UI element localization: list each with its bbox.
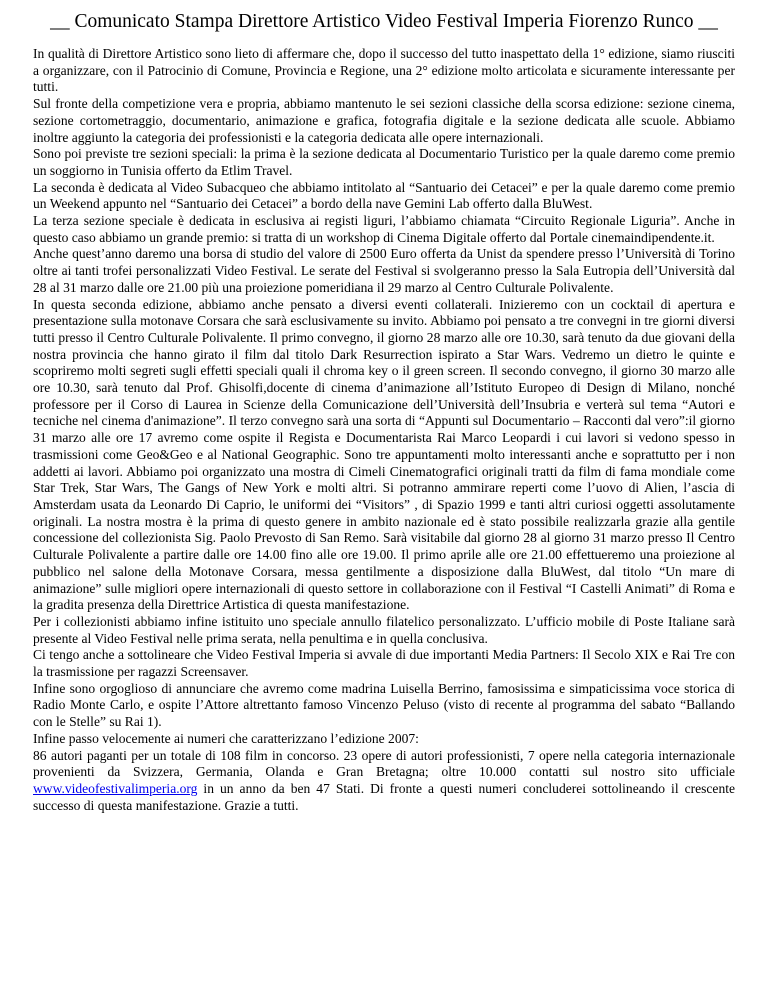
paragraph-special-sections: Sono poi previste tre sezioni speciali: la prima è la sezione dedicata al Documentario Turistico per la quale daremo come premio un soggiorno in Tunisia offerto da Etlim Travel. (33, 146, 735, 178)
numbers-text-before: 86 autori paganti per un totale di 108 film in concorso. 23 opere di autori professionisti, 7 opere nella categoria internazionale provenienti da Svizzera, Germania, Olanda e Gran Bretagna; oltre 10.000 contatti sul nostro sito ufficiale (33, 747, 735, 780)
paragraph-media-partners: Ci tengo anche a sottolineare che Video Festival Imperia si avvale di due importanti Media Partners: Il Secolo XIX e Rai Tre con la trasmissione per ragazzi Screensaver. (33, 647, 735, 680)
numbers-text-after: in un anno da ben 47 Stati. Di fronte a questi numeri concluderei sottolineando il crescente successo di questa manifestazione. Grazie a tutti. (33, 780, 735, 813)
paragraph-liguria-circuit: La terza sezione speciale è dedicata in esclusiva ai registi liguri, l’abbiamo chiamata “Circuito Regionale Liguria”. Anche in questo caso abbiamo un grande premio: si tratta di un workshop di Cinema Digitale offerto dal Portale cinemaindipendente.it. (33, 213, 735, 245)
document-title: __ Comunicato Stampa Direttore Artistico Video Festival Imperia Fiorenzo Runco __ (50, 11, 718, 32)
paragraph-numbers-intro: Infine passo velocemente ai numeri che caratterizzano l’edizione 2007: (33, 730, 419, 746)
paragraph-collateral-events: In questa seconda edizione, abbiamo anche pensato a diversi eventi collaterali. Inizieremo con un cocktail di apertura e presentazione sulla motonave Corsara che sarà esclusivamente su invito. Abbiamo poi pensato a tre convegni in tre giorni diversi tutti presso il Centro Culturale Polivalente. Il primo convegno, il giorno 28 marzo alle ore 10.30, sarà tenuto da due giovani della nostra provincia che hanno girato il film dal titolo Dark Resurrection ispirato a Star Wars. Vedremo un dietro le quinte e scopriremo molti segreti sugli effetti speciali quali il chroma key o il green screen. Il secondo convegno, il giorno 30 marzo alle ore 10.30, sarà tenuto dal Prof. Ghisolfi,docente di cinema d’animazione all’Istituto Europeo di Design di Milano, nonché professore per il Corso di Laurea in Scienze della Comunicazione dell’Università dell’Insubria e verterà sul tema “Autori e tecniche nel cinema d'animazione”. Il terzo convegno sarà una sorta di “Appunti sul Documentario – Racconti dal vero”:il giorno 31 marzo alle ore 17 avremo come ospite il Regista e Documentarista Rai Marco Leopardi i cui lavori si vedono spesso in trasmissioni come Geo&Geo e al National Geographic. Sono tre appuntamenti molto interessanti anche e soprattutto per i non addetti ai lavori. Abbiamo poi organizzato una mostra di Cimeli Cinematografici originali tratti da film di fama mondiale come Star Trek, Star Wars, The Gangs of New York e molti altri. Si potranno ammirare reperti come l’uovo di Alien, l’ascia di Amsterdam usata da Leonardo Di Caprio, le uniformi dei “Visitors” , di Spazio 1999 e tanti altri curiosi oggetti assolutamente originali. La nostra mostra è la prima di questo genere in ambito nazionale ed è stato possibile realizzarla grazie alla gentile concessione del collezionista Sig. Paolo Prevosto di San Remo. Sarà visitabile dal giorno 28 al giorno 31 marzo presso Il Centro Culturale Polivalente a partire dalle ore 14.00 fino alle ore 19.00. Il primo aprile alle ore 21.00 effettueremo una proiezione al pubblico nel salone della Motonave Corsara, messa gentilmente a disposizione dalla BluWest, dal titolo “Un mare di animazione” sulle migliori opere internazionali di questo settore in collaborazione con il Festival “I Castelli Animati” di Roma e la gradita presenza della Direttrice Artistica di questa manifestazione. (33, 296, 735, 613)
paragraph-numbers (33, 748, 735, 815)
paragraph-philatelic: Per i collezionisti abbiamo infine istituito uno speciale annullo filatelico personalizzato. L’ufficio mobile di Poste Italiane sarà presente al Video Festival nelle prima serata, nella penultima e in quella conclusiva. (33, 613, 735, 646)
paragraph-underwater-video: La seconda è dedicata al Video Subacqueo che abbiamo intitolato al “Santuario dei Cetacei” e per la quale daremo come premio un Weekend appunto nel “Santuario dei Cetacei” a bordo della nave Gemini Lab offerto dalla BluWest. (33, 179, 735, 212)
paragraph-intro: In qualità di Direttore Artistico sono lieto di affermare che, dopo il successo del tutto inaspettato della 1° edizione, siamo riusciti a organizzare, con il Patrocinio di Comune, Provincia e Regione, una 2° edizione molto articolata e sicuramente interessante per tutti. (33, 46, 735, 95)
website-link[interactable]: www.videofestivalimperia.org (33, 780, 198, 796)
paragraph-guests: Infine sono orgoglioso di annunciare che avremo come madrina Luisella Berrino, famosissima e simpaticissima voce storica di Radio Monte Carlo, e ospite l’Attore altrettanto famoso Vincenzo Peluso (visto di recente al programma del sabato “Ballando con le Stelle” su Rai 1). (33, 680, 735, 730)
document-body (33, 46, 735, 814)
paragraph-sections: Sul fronte della competizione vera e propria, abbiamo mantenuto le sei sezioni classiche della scorsa edizione: sezione cinema, sezione cortometraggio, documentario, animazione e grafica, fotografia digitale e la sezione dedicata alle scuole. Abbiamo inoltre aggiunto la categoria dei professionisti e la categoria dedicata alle opere internazionali. (33, 96, 735, 145)
paragraph-scholarship: Anche quest’anno daremo una borsa di studio del valore di 2500 Euro offerta da Unist da spendere presso l’Università di Torino oltre ai tanti trofei personalizzati Video Festival. Le serate del Festival si svolgeranno presso la Sala Eutropia dell’Università dal 28 al 31 marzo dalle ore 21.00 più una proiezione pomeridiana il 29 marzo al Centro Culturale Polivalente. (33, 246, 735, 295)
